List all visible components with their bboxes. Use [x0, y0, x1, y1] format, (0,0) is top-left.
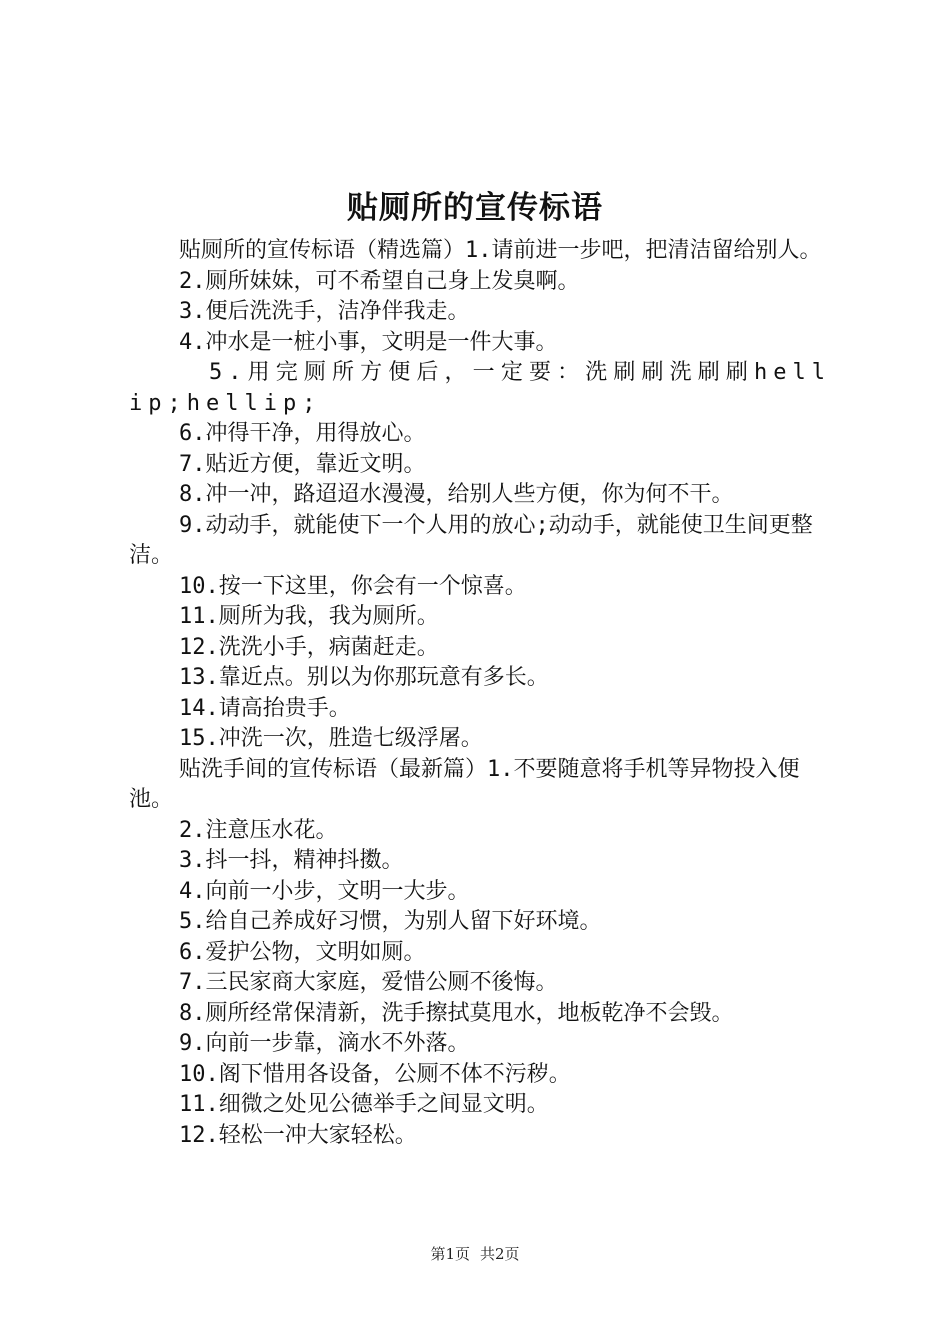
paragraph: 2.厕所妹妹，可不希望自己身上发臭啊。	[179, 268, 580, 294]
paragraph: 10.按一下这里，你会有一个惊喜。	[179, 573, 527, 599]
paragraph: 7.三民家商大家庭，爱惜公厕不後悔。	[179, 970, 558, 995]
page-footer	[0, 1242, 950, 1266]
page-number: 第1页	[430, 1245, 470, 1263]
paragraph: 12.洗洗小手，病菌赶走。	[179, 634, 439, 660]
paragraph: 8.厕所经常保清新，洗手擦拭莫甩水，地板乾净不会毁。	[179, 1000, 734, 1026]
paragraph: 3.抖一抖，精神抖擞。	[179, 848, 404, 873]
paragraph: 11.厕所为我，我为厕所。	[179, 604, 439, 629]
document-body	[129, 236, 831, 1151]
paragraph: 贴厕所的宣传标语（精选篇）1.请前进一步吧，把清洁留给别人。	[179, 238, 822, 263]
paragraph: 9.动动手，就能使下一个人用的放心;动动手，就能使卫生间更整洁。	[129, 512, 813, 568]
paragraph: 4.向前一小步，文明一大步。	[179, 878, 470, 904]
paragraph: 14.请高抬贵手。	[179, 695, 351, 721]
paragraph: 3.便后洗洗手，洁净伴我走。	[179, 299, 470, 324]
paragraph: 11.细微之处见公德举手之间显文明。	[179, 1092, 549, 1117]
paragraph: 5.用完厕所方便后，一定要：洗刷刷洗刷刷hellip;hellip;	[129, 360, 831, 416]
paragraph: 12.轻松一冲大家轻松。	[179, 1122, 417, 1148]
paragraph: 13.靠近点。别以为你那玩意有多长。	[179, 665, 549, 690]
paragraph: 5.给自己养成好习惯，为别人留下好环境。	[179, 909, 602, 934]
paragraph: 8.冲一冲，路迢迢水漫漫，给别人些方便，你为何不干。	[179, 482, 734, 507]
paragraph: 6.冲得干净，用得放心。	[179, 421, 426, 446]
paragraph: 贴洗手间的宣传标语（最新篇）1.不要随意将手机等异物投入便池。	[129, 756, 800, 812]
paragraph: 9.向前一步靠，滴水不外落。	[179, 1031, 470, 1056]
paragraph: 2.注意压水花。	[179, 817, 338, 843]
paragraph: 15.冲洗一次，胜造七级浮屠。	[179, 726, 483, 751]
paragraph: 4.冲水是一桩小事，文明是一件大事。	[179, 329, 558, 355]
page-title: 贴厕所的宣传标语	[347, 190, 603, 226]
page-total: 共2页	[480, 1245, 520, 1263]
paragraph: 7.贴近方便，靠近文明。	[179, 451, 426, 477]
paragraph: 10.阁下惜用各设备，公厕不体不污秽。	[179, 1061, 571, 1087]
paragraph: 6.爱护公物，文明如厕。	[179, 939, 426, 965]
